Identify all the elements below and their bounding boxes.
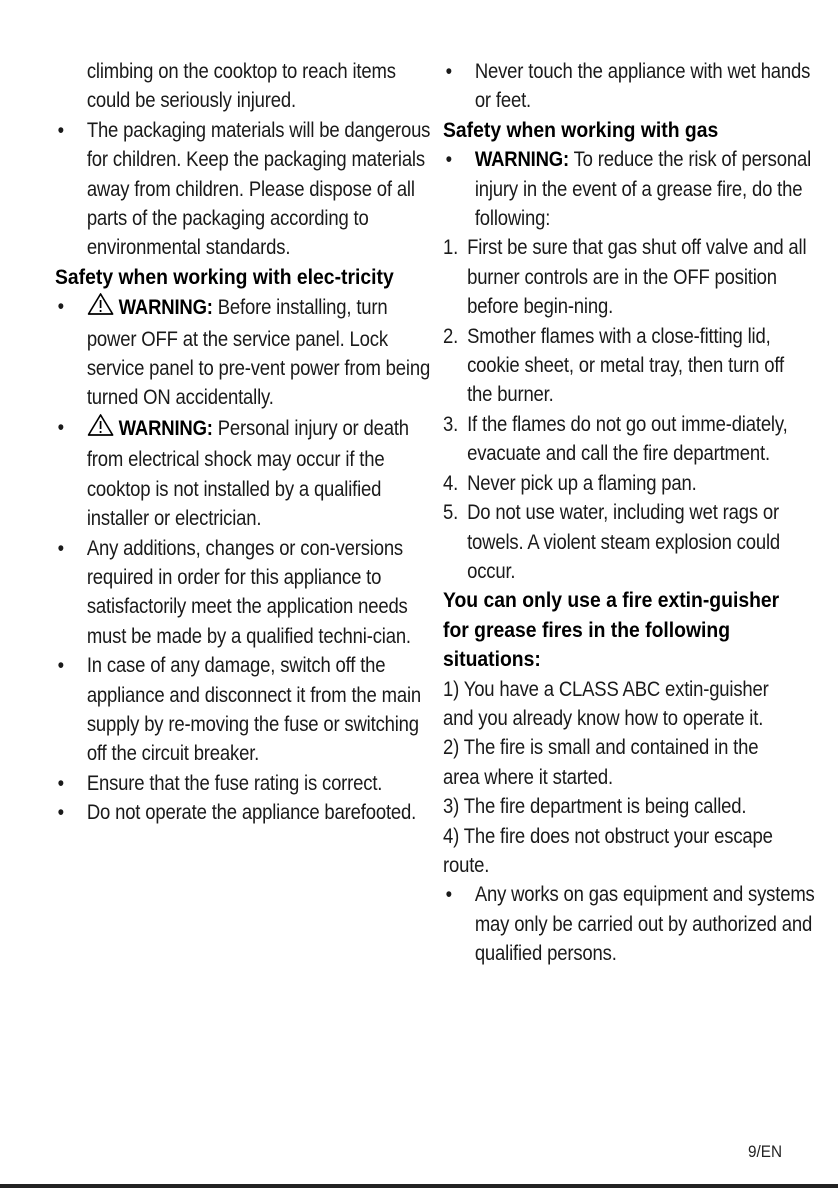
warning-item	[55, 292, 431, 413]
numbered-step	[443, 410, 811, 469]
list-item-text: Any works on gas equipment and systems may only be carried out by authorized and qualified persons.	[474, 882, 815, 966]
warning-label: WARNING:	[474, 147, 569, 172]
section-heading-extinguisher: You can only use a fire extin-guisher for grease fires in the following situations:	[443, 588, 780, 672]
bullet-dot: •	[57, 653, 64, 678]
numbered-step	[443, 233, 811, 321]
list-item	[55, 651, 431, 769]
list-item	[55, 116, 431, 263]
step-text: If the flames do not go out imme-diately, evacuate and call the fire department.	[467, 411, 788, 466]
page-number: 9/EN	[748, 1142, 783, 1161]
bullet-dot: •	[445, 147, 452, 172]
list-item	[443, 880, 819, 968]
condition-paragraph: 1) You have a CLASS ABC extin-guisher and you already know how to operate it.	[443, 676, 769, 730]
left-column	[55, 57, 431, 828]
condition-paragraph: 3) The fire department is being called.	[443, 794, 747, 819]
section-heading-electricity	[55, 263, 400, 292]
numbered-step	[443, 322, 811, 410]
list-item	[443, 57, 819, 116]
step-text: Do not use water, including wet rags or towels. A violent steam explosion could occur.	[467, 500, 781, 583]
bottom-divider	[0, 1184, 838, 1188]
list-item-text: The packaging materials will be dangerous for children. Keep the packaging materials away from children. Please dispose of all parts of the packaging according to environmental standards.	[86, 117, 431, 260]
condition-paragraph: 2) The fire is small and contained in the area where it started.	[443, 735, 759, 789]
step-text: First be sure that gas shut off valve and all burner controls are in the OFF position before begin-ning.	[467, 235, 807, 319]
step-number: 2.	[443, 323, 459, 348]
warning-label: WARNING:	[118, 295, 213, 320]
step-number: 1.	[443, 235, 459, 260]
warning-item	[443, 145, 819, 233]
list-item	[55, 798, 431, 827]
list-item-text: Any additions, changes or con-versions required in order for this appliance to satisfactorily meet the application needs must be made by a qualified techni-cian.	[86, 535, 411, 648]
step-number: 4.	[443, 470, 459, 495]
bullet-dot: •	[57, 294, 64, 319]
list-item-text: In case of any damage, switch off the appliance and disconnect it from the main supply by re-moving the fuse or switching off the circuit breaker.	[86, 653, 422, 766]
right-column	[443, 57, 815, 969]
step-text: Smother flames with a close-fitting lid, cookie sheet, or metal tray, then turn off the burner.	[467, 323, 784, 407]
warning-text: To reduce the risk of personal injury in the event of a grease fire, do the following:	[474, 147, 812, 231]
section-heading-gas: Safety when working with gas	[443, 117, 719, 142]
continued-paragraph: climbing on the cooktop to reach items could be seriously injured.	[86, 59, 396, 113]
condition-paragraph: 4) The fire does not obstruct your escape route.	[443, 823, 773, 877]
warning-label: WARNING:	[118, 415, 213, 440]
warning-text: Personal injury or death from electrical shock may occur if the cooktop is not installed by a qualified installer or electrician.	[86, 415, 409, 531]
list-item	[55, 769, 431, 798]
step-number: 3.	[443, 411, 459, 436]
bullet-dot: •	[57, 117, 64, 142]
warning-item	[55, 413, 431, 534]
list-item-text: Ensure that the fuse rating is correct.	[86, 770, 383, 795]
step-text: Never pick up a flaming pan.	[467, 470, 697, 495]
bullet-dot: •	[57, 800, 64, 825]
list-item	[55, 534, 431, 652]
bullet-dot: •	[57, 414, 64, 439]
warning-triangle-icon	[87, 413, 115, 445]
numbered-step	[443, 469, 811, 498]
bullet-dot: •	[57, 770, 64, 795]
list-item-text: Never touch the appliance with wet hands or feet.	[474, 59, 811, 113]
warning-triangle-icon	[87, 292, 115, 324]
heading-text: Safety when working with elec-tricity	[55, 264, 394, 289]
list-item-text: Do not operate the appliance barefooted.	[86, 800, 417, 825]
bullet-dot: •	[57, 535, 64, 560]
bullet-dot: •	[445, 59, 452, 83]
bullet-dot: •	[445, 882, 452, 907]
step-number: 5.	[443, 500, 459, 525]
warning-text: Before installing, turn power OFF at the service panel. Lock service panel to pre-vent power from being turned ON accidentally.	[86, 295, 431, 410]
numbered-step	[443, 498, 811, 586]
